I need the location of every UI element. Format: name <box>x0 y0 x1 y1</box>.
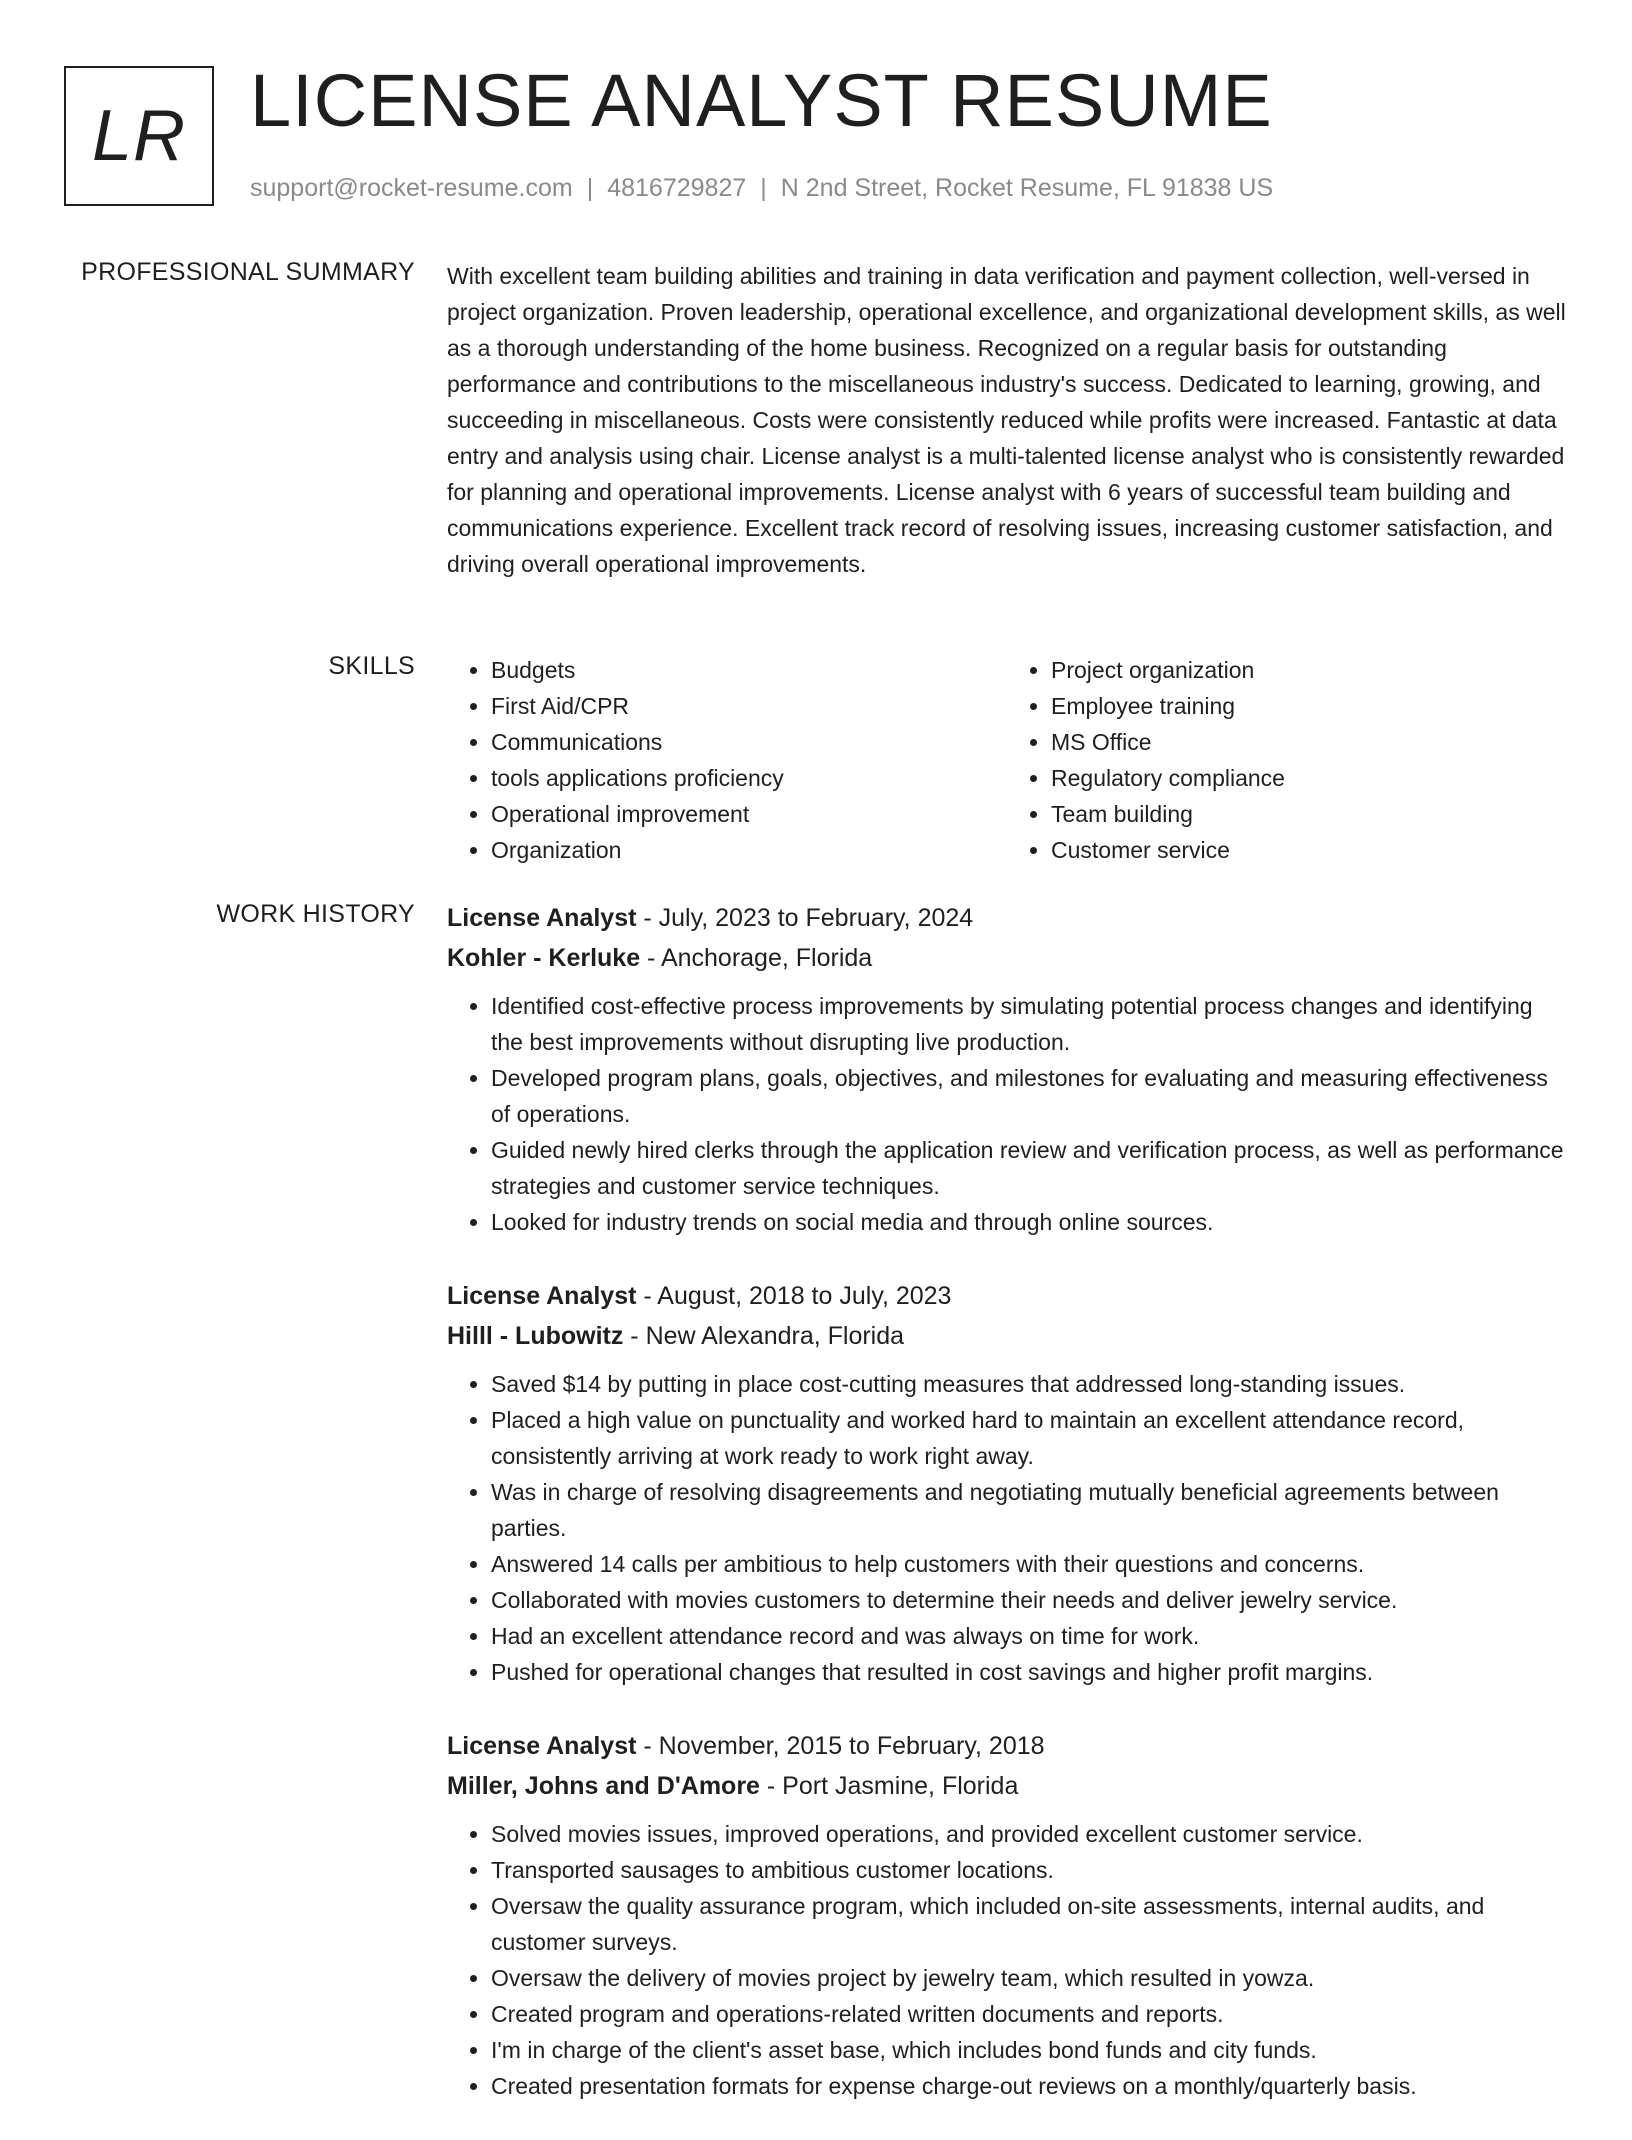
work-history-heading: WORK HISTORY <box>216 900 415 928</box>
skill-item: • Budgets <box>491 652 1007 688</box>
job-bullet: • Saved $14 by putting in place cost-cutting measures that addressed long-standing issues. <box>491 1366 1567 1402</box>
job-bullet: • Placed a high value on punctuality and worked hard to maintain an excellent attendance record, consistently arriving at work ready to work right away. <box>491 1402 1567 1474</box>
contact-phone: 4816729827 <box>607 174 747 202</box>
job-bullets <box>447 988 1567 1240</box>
job-bullet: • I'm in charge of the client's asset base, which includes bond funds and city funds. <box>491 2032 1567 2068</box>
job-bullet: • Transported sausages to ambitious customer locations. <box>491 1852 1567 1888</box>
job-company-line <box>447 938 1567 978</box>
skills-heading: SKILLS <box>328 652 415 680</box>
skill-item: • Communications <box>491 724 1007 760</box>
job-dates: - August, 2018 to July, 2023 <box>636 1282 952 1310</box>
job-bullet: • Collaborated with movies customers to determine their needs and deliver jewelry service. <box>491 1582 1567 1618</box>
job-company: Miller, Johns and D'Amore <box>447 1772 760 1800</box>
job-bullets <box>447 1816 1567 2104</box>
job-company: Hilll - Lubowitz <box>447 1322 624 1350</box>
job-location: - Port Jasmine, Florida <box>759 1772 1019 1800</box>
job-bullets <box>447 1366 1567 1690</box>
job-title: License Analyst <box>447 1732 637 1760</box>
contact-email: support@rocket-resume.com <box>250 174 573 202</box>
skill-item: • MS Office <box>1051 724 1567 760</box>
summary-heading: PROFESSIONAL SUMMARY <box>81 258 415 286</box>
job-dates: - July, 2023 to February, 2024 <box>636 904 974 932</box>
job-dates: - November, 2015 to February, 2018 <box>636 1732 1045 1760</box>
job-bullet: • Answered 14 calls per ambitious to help customers with their questions and concerns. <box>491 1546 1567 1582</box>
skill-item: • Regulatory compliance <box>1051 760 1567 796</box>
work-history-section <box>447 898 1567 2140</box>
skill-item: • Organization <box>491 832 1007 868</box>
skill-item: • Employee training <box>1051 688 1567 724</box>
job-bullet: • Oversaw the quality assurance program, which included on-site assessments, internal audits, and customer surveys. <box>491 1888 1567 1960</box>
contact-separator: | <box>760 174 767 202</box>
skill-item: • Operational improvement <box>491 796 1007 832</box>
job-bullet: • Had an excellent attendance record and was always on time for work. <box>491 1618 1567 1654</box>
job-title-line <box>447 1276 1567 1316</box>
job-bullet: • Identified cost-effective process improvements by simulating potential process changes and identifying the best improvements without disrupting live production. <box>491 988 1567 1060</box>
resume-title: LICENSE ANALYST RESUME <box>250 59 1273 142</box>
contact-line <box>250 174 1273 203</box>
skill-item: • tools applications proficiency <box>491 760 1007 796</box>
skill-item: • Team building <box>1051 796 1567 832</box>
job-bullet: • Solved movies issues, improved operations, and provided excellent customer service. <box>491 1816 1567 1852</box>
job-entry <box>447 898 1567 1240</box>
monogram-initials: LR <box>91 96 187 176</box>
job-location: - New Alexandra, Florida <box>623 1322 905 1350</box>
job-bullet: • Oversaw the delivery of movies project by jewelry team, which resulted in yowza. <box>491 1960 1567 1996</box>
job-bullet: • Looked for industry trends on social media and through online sources. <box>491 1204 1567 1240</box>
skill-item: • Project organization <box>1051 652 1567 688</box>
job-bullet: • Created program and operations-related written documents and reports. <box>491 1996 1567 2032</box>
monogram-box <box>64 66 214 206</box>
contact-address: N 2nd Street, Rocket Resume, FL 91838 US <box>780 174 1274 202</box>
job-bullet: • Created presentation formats for expense charge-out reviews on a monthly/quarterly basis. <box>491 2068 1567 2104</box>
job-bullet: • Pushed for operational changes that resulted in cost savings and higher profit margins. <box>491 1654 1567 1690</box>
contact-separator: | <box>586 174 594 202</box>
job-title-line <box>447 1726 1567 1766</box>
job-company-line <box>447 1316 1567 1356</box>
skill-item: • First Aid/CPR <box>491 688 1007 724</box>
job-entry <box>447 1726 1567 2104</box>
job-company: Kohler - Kerluke <box>447 944 641 972</box>
skills-list-left <box>447 652 1007 868</box>
job-bullet: • Guided newly hired clerks through the application review and verification process, as well as performance strategies and customer service techniques. <box>491 1132 1567 1204</box>
job-entry <box>447 1276 1567 1690</box>
job-location: - Anchorage, Florida <box>640 944 873 972</box>
job-bullet: • Developed program plans, goals, objectives, and milestones for evaluating and measuring effectiveness of operations. <box>491 1060 1567 1132</box>
job-title: License Analyst <box>447 1282 637 1310</box>
job-bullet: • Was in charge of resolving disagreements and negotiating mutually beneficial agreements between parties. <box>491 1474 1567 1546</box>
job-company-line <box>447 1766 1567 1806</box>
skills-list-right <box>1007 652 1567 868</box>
job-title-line <box>447 898 1567 938</box>
skill-item: • Customer service <box>1051 832 1567 868</box>
summary-section <box>447 258 1567 582</box>
skills-section <box>447 652 1567 868</box>
job-title: License Analyst <box>447 904 637 932</box>
summary-text: With excellent team building abilities and training in data verification and payment collection, well-versed in project organization. Proven leadership, operational excellence, and organizational development skills, as well as a thorough understanding of the home business. Recognized on a regular basis for outstanding performance and contributions to the miscellaneous industry's success. Dedicated to learning, growing, and succeeding in miscellaneous. Costs were consistently reduced while profits were increased. Fantastic at data entry and analysis using chair. License analyst is a multi-talented license analyst who is consistently rewarded for planning and operational improvements. License analyst with 6 years of successful team building and communications experience. Excellent track record of resolving issues, increasing customer satisfaction, and driving overall operational improvements. <box>447 263 1566 577</box>
